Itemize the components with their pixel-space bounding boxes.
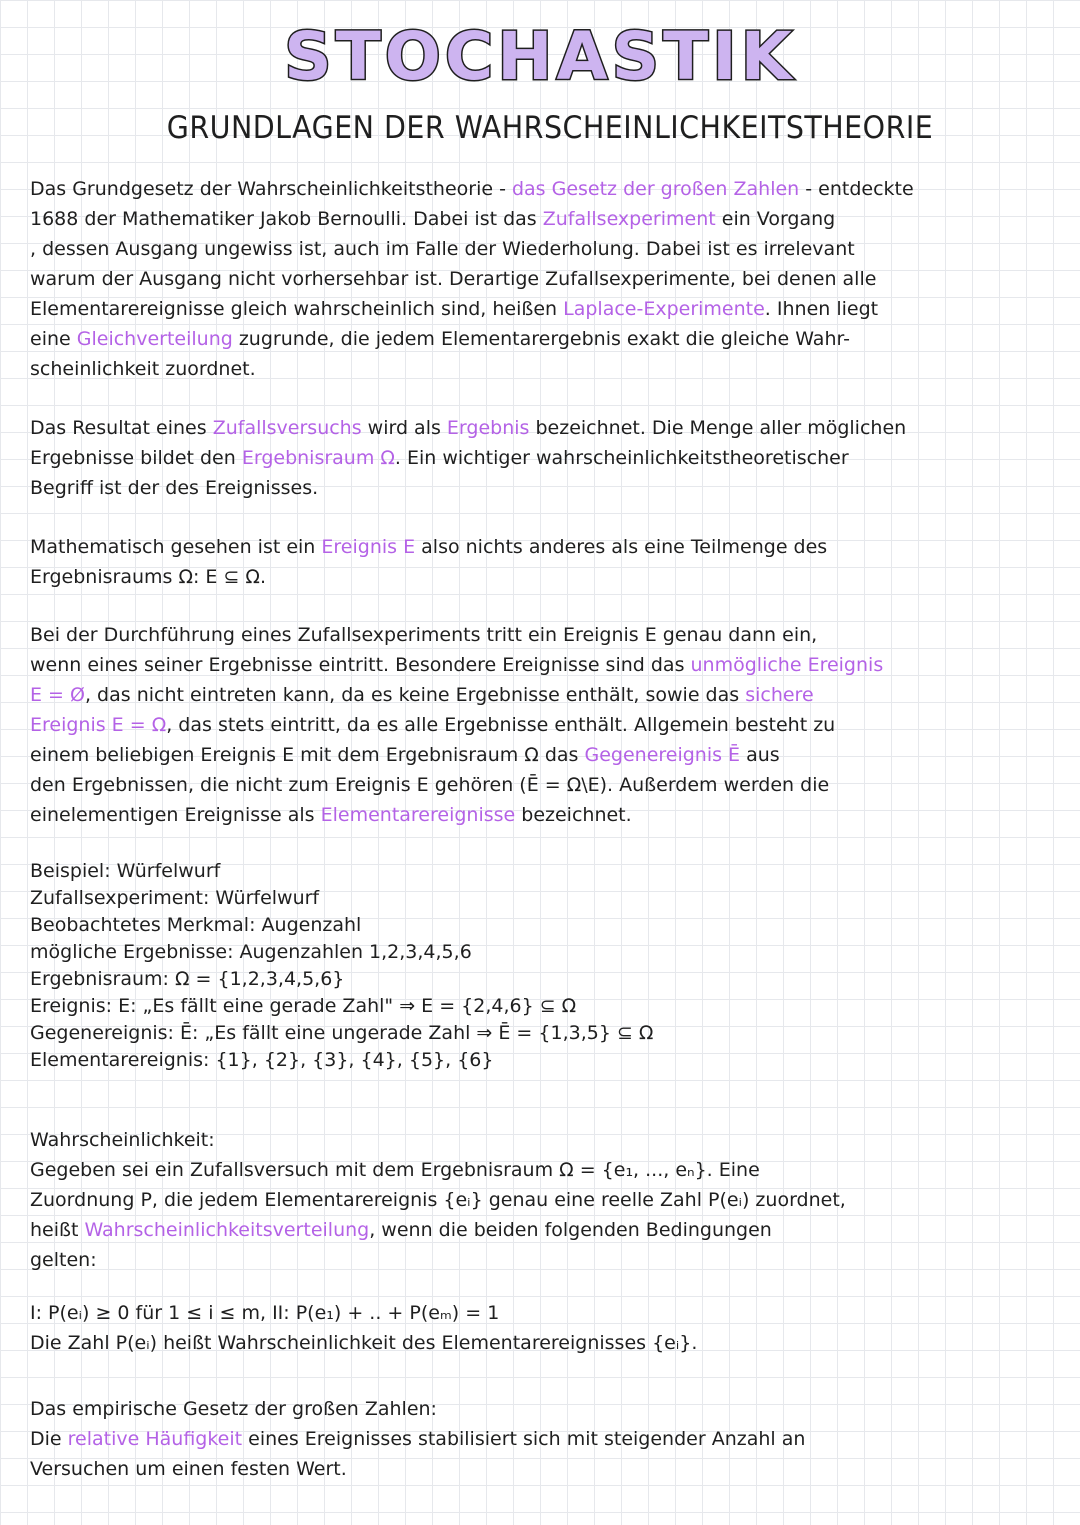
highlight-term: Laplace-Experimente xyxy=(563,298,765,320)
probability-definition xyxy=(30,1125,1055,1275)
section-heading: Wahrscheinlichkeit: xyxy=(30,1129,215,1151)
event-paragraph xyxy=(30,532,1055,592)
text-line: Ergebnisraum: Ω = {1,2,3,4,5,6} xyxy=(30,968,345,990)
text-line: gelten: xyxy=(30,1249,97,1271)
text-line xyxy=(30,443,1055,473)
highlight-term: Ereignis E xyxy=(321,536,416,558)
text-line: Gegenereignis: Ē: „Es fällt eine ungerade Zahl ⇒ Ē = {1,3,5} ⊆ Ω xyxy=(30,1022,654,1044)
text: einelementigen Ereignisse als xyxy=(30,804,321,826)
text: ein Vorgang xyxy=(715,208,836,230)
highlight-term: Gegenereignis Ē xyxy=(584,744,741,766)
text: , das stets eintritt, da es alle Ergebnisse enthält. Allgemein besteht zu xyxy=(166,714,836,736)
highlight-term: unmögliche Ereignis xyxy=(690,654,884,676)
text: , das nicht eintreten kann, da es keine Ergebnisse enthält, sowie das xyxy=(84,684,746,706)
text: bezeichnet. Die Menge aller möglichen xyxy=(529,417,907,439)
highlight-term: Elementarereignisse xyxy=(320,804,516,826)
highlight-term: E = Ø xyxy=(30,684,85,706)
text-line xyxy=(30,650,1055,680)
text-line: Ereignis: E: „Es fällt eine gerade Zahl" ⇒ E = {2,4,6} ⊆ Ω xyxy=(30,995,577,1017)
text-line: Bei der Durchführung eines Zufallsexperiments tritt ein Ereignis E genau dann ein, xyxy=(30,624,818,646)
conditions-block xyxy=(30,1298,1055,1358)
text-line xyxy=(30,1215,1055,1245)
text: Elementarereignisse gleich wahrscheinlich sind, heißen xyxy=(30,298,564,320)
text-line: Zuordnung P, die jedem Elementarereignis {eᵢ} genau eine reelle Zahl P(eᵢ) zuordnet, xyxy=(30,1189,846,1211)
highlight-term: relative Häufigkeit xyxy=(67,1428,243,1450)
text: Die xyxy=(30,1428,68,1450)
text: Das Grundgesetz der Wahrscheinlichkeitstheorie - xyxy=(30,178,512,200)
text-line: Gegeben sei ein Zufallsversuch mit dem Ergebnisraum Ω = {e₁, ..., eₙ}. Eine xyxy=(30,1159,760,1181)
text: Das Resultat eines xyxy=(30,417,213,439)
text-line xyxy=(30,174,1055,204)
text-line: den Ergebnissen, die nicht zum Ereignis E gehören (Ē = Ω\E). Außerdem werden die xyxy=(30,774,830,796)
highlight-term: Gleichverteilung xyxy=(76,328,233,350)
highlight-term: Ergebnisraum Ω xyxy=(241,447,395,469)
text: , wenn die beiden folgenden Bedingungen xyxy=(369,1219,772,1241)
highlight-term: Ereignis E = Ω xyxy=(30,714,167,736)
special-events-paragraph xyxy=(30,620,1055,830)
text-line xyxy=(30,294,1055,324)
text: heißt xyxy=(30,1219,85,1241)
section-heading: Das empirische Gesetz der großen Zahlen: xyxy=(30,1398,437,1420)
highlight-term: Ergebnis xyxy=(446,417,530,439)
text: zugrunde, die jedem Elementarergebnis exakt die gleiche Wahr- xyxy=(232,328,850,350)
page-subtitle: GRUNDLAGEN DER WAHRSCHEINLICHKEITSTHEORIE xyxy=(166,110,934,146)
text-line xyxy=(30,324,1055,354)
text-line: warum der Ausgang nicht vorhersehbar ist. Derartige Zufallsexperimente, bei denen alle xyxy=(30,268,877,290)
text: . Ein wichtiger wahrscheinlichkeitstheoretischer xyxy=(394,447,849,469)
formula-line: I: P(eᵢ) ≥ 0 für 1 ≤ i ≤ m, II: P(e₁) + .. + P(eₘ) = 1 xyxy=(30,1302,500,1324)
example-block xyxy=(30,858,1055,1074)
text-line: Beobachtetes Merkmal: Augenzahl xyxy=(30,914,362,936)
text-line: mögliche Ergebnisse: Augenzahlen 1,2,3,4,5,6 xyxy=(30,941,472,963)
text: aus xyxy=(740,744,780,766)
text-line xyxy=(30,1424,1055,1454)
text-line: Die Zahl P(eᵢ) heißt Wahrscheinlichkeit des Elementarereignisses {eᵢ}. xyxy=(30,1332,698,1354)
text-line: Versuchen um einen festen Wert. xyxy=(30,1458,347,1480)
text: einem beliebigen Ereignis E mit dem Ergebnisraum Ω das xyxy=(30,744,585,766)
result-paragraph xyxy=(30,413,1055,503)
text: eine xyxy=(30,328,77,350)
highlight-term: Wahrscheinlichkeitsverteilung xyxy=(84,1219,370,1241)
text: Mathematisch gesehen ist ein xyxy=(30,536,322,558)
text: 1688 der Mathematiker Jakob Bernoulli. Dabei ist das xyxy=(30,208,543,230)
text: - entdeckte xyxy=(799,178,914,200)
text-line xyxy=(30,532,1055,562)
text-line: Elementarereignis: {1}, {2}, {3}, {4}, {5}, {6} xyxy=(30,1049,494,1071)
text-line: Ergebnisraums Ω: E ⊆ Ω. xyxy=(30,566,266,588)
example-heading: Beispiel: Würfelwurf xyxy=(30,860,221,882)
text: wird als xyxy=(361,417,447,439)
text-line xyxy=(30,800,1055,830)
text-line xyxy=(30,680,1055,710)
text: bezeichnet. xyxy=(515,804,632,826)
highlight-term: Zufallsversuchs xyxy=(212,417,362,439)
page-title: STOCHASTIK xyxy=(284,18,796,95)
text-line: Zufallsexperiment: Würfelwurf xyxy=(30,887,320,909)
text: wenn eines seiner Ergebnisse eintritt. Besondere Ereignisse sind das xyxy=(30,654,691,676)
text-line: Begriff ist der des Ereignisses. xyxy=(30,477,319,499)
text: also nichts anderes als eine Teilmenge des xyxy=(415,536,828,558)
intro-paragraph xyxy=(30,174,1055,384)
text-line: scheinlichkeit zuordnet. xyxy=(30,358,256,380)
highlight-term: sichere xyxy=(745,684,814,706)
text: Ergebnisse bildet den xyxy=(30,447,242,469)
text-line xyxy=(30,710,1055,740)
text: eines Ereignisses stabilisiert sich mit steigender Anzahl an xyxy=(242,1428,806,1450)
text-line: , dessen Ausgang ungewiss ist, auch im Falle der Wiederholung. Dabei ist es irrelevant xyxy=(30,238,855,260)
text-line xyxy=(30,413,1055,443)
law-of-large-numbers xyxy=(30,1394,1055,1484)
text: . Ihnen liegt xyxy=(764,298,879,320)
text-line xyxy=(30,740,1055,770)
text-line xyxy=(30,204,1055,234)
highlight-term: das Gesetz der großen Zahlen xyxy=(511,178,800,200)
highlight-term: Zufallsexperiment xyxy=(542,208,716,230)
